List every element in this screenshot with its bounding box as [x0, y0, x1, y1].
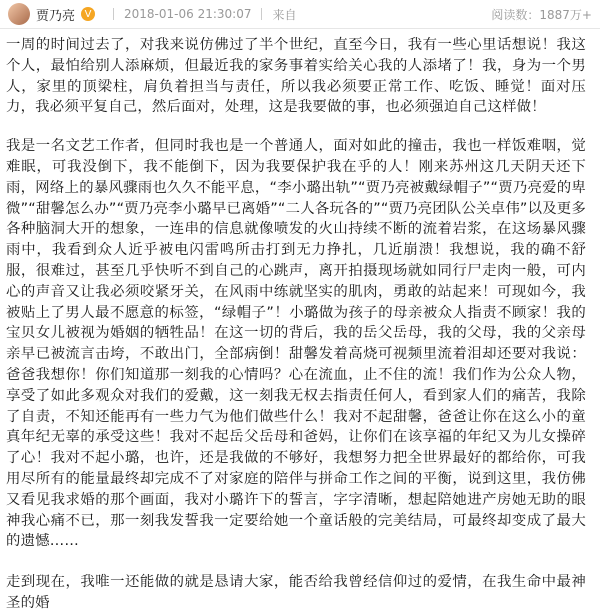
- post-header: [0, 0, 600, 29]
- avatar[interactable]: [8, 3, 30, 25]
- post-paragraph: 我是一名文艺工作者，但同时我也是一个普通人，面对如此的撞击，我也一样饭难咽，觉难眠，可我没倒下，我不能倒下，因为我要保护我在乎的人！刚来苏州这几天阴天还下雨，网络上的暴风骤雨也久久不能平息，“李小璐出轨”“贾乃亮被戴绿帽子”“贾乃亮爱的卑微”“甜馨怎么办”“贾乃亮李小璐早已离婚”“二人各玩各的”“贾乃亮团队公关卓伟”以及更多各种脑洞大开的想象，一连串的信息就像喷发的火山持续不断的流着岩浆，在这场暴风骤雨中，我看到众人近乎被电闪雷鸣所击打到无力挣扎，几近崩溃！我想说，我的确不舒服，很难过，甚至几乎快听不到自己的心跳声，离开拍摄现场就如同行尸走肉一般，可内心的声音又让我必须咬紧牙关，在风雨中练就坚实的肌肉，勇敢的站起来！可现如今，我被贴上了男人最不愿意的标签，“绿帽子”！小璐做为孩子的母亲被众人指责不顾家！我的宝贝女儿被视为婚姻的牺牲品！在这一切的背后，我的岳父岳母，我的父母，我的父亲母亲早已被流言击垮，不敢出门，全部病倒！甜馨发着高烧可视频里流着泪却还要对我说：爸爸我想你！你们知道那一刻我的心情吗？心在流血，止不住的流！我们作为公众人物，享受了如此多观众对我们的爱戴，这一刻我无权去指责任何人，看到家人们的痛苦，我除了自责，不知还能再有一些力气为他们做些什么！我对不起甜馨，爸爸让你在这么小的童真年纪无辜的承受这些！我对不起岳父岳母和爸妈，让你们在该享福的年纪又为儿女操碎了心！我对不起小璐，也许，还是我做的不够好，我想努力把全世界最好的都给你，可我用尽所有的能量最终却完成不了对家庭的陪伴与拼命工作之间的平衡，说到这里，我仿佛又看见我求婚的那个画面，我对小璐许下的誓言，字字清晰，想起陪她进产房她无助的眼神我心痛不已，那一刻我发誓我一定要给她一个童话般的完美结局，可最终却变成了最大的遗憾……: [6, 138, 586, 550]
- author-name[interactable]: 贾乃亮: [36, 8, 76, 24]
- post-body: [0, 29, 600, 614]
- verified-badge-icon: V: [81, 7, 95, 21]
- post-paragraph: 走到现在，我唯一还能做的就是恳请大家，能否给我曾经信仰过的爱情，在我生命中最神圣的婚: [6, 574, 586, 611]
- source-label: 来自: [272, 7, 297, 22]
- divider: [261, 8, 262, 20]
- post-timestamp: 2018-01-06 21:30:07: [124, 7, 252, 21]
- divider: [113, 8, 114, 20]
- view-count: 阅读数：1887万+: [491, 7, 592, 22]
- post-paragraph: 一周的时间过去了，对我来说仿佛过了半个世纪，直至今日，我有一些心里话想说！我这个人，最怕给别人添麻烦，但最近我的家务事着实给关心我的人添堵了！我，身为一个男人，家里的顶梁柱，肩负着担当与责任，所以我必须要正常工作、吃饭、睡觉！面对压力，我必须平复自己，然后面对，处理，这是我要做的事，也必须强迫自己这样做！: [6, 37, 586, 116]
